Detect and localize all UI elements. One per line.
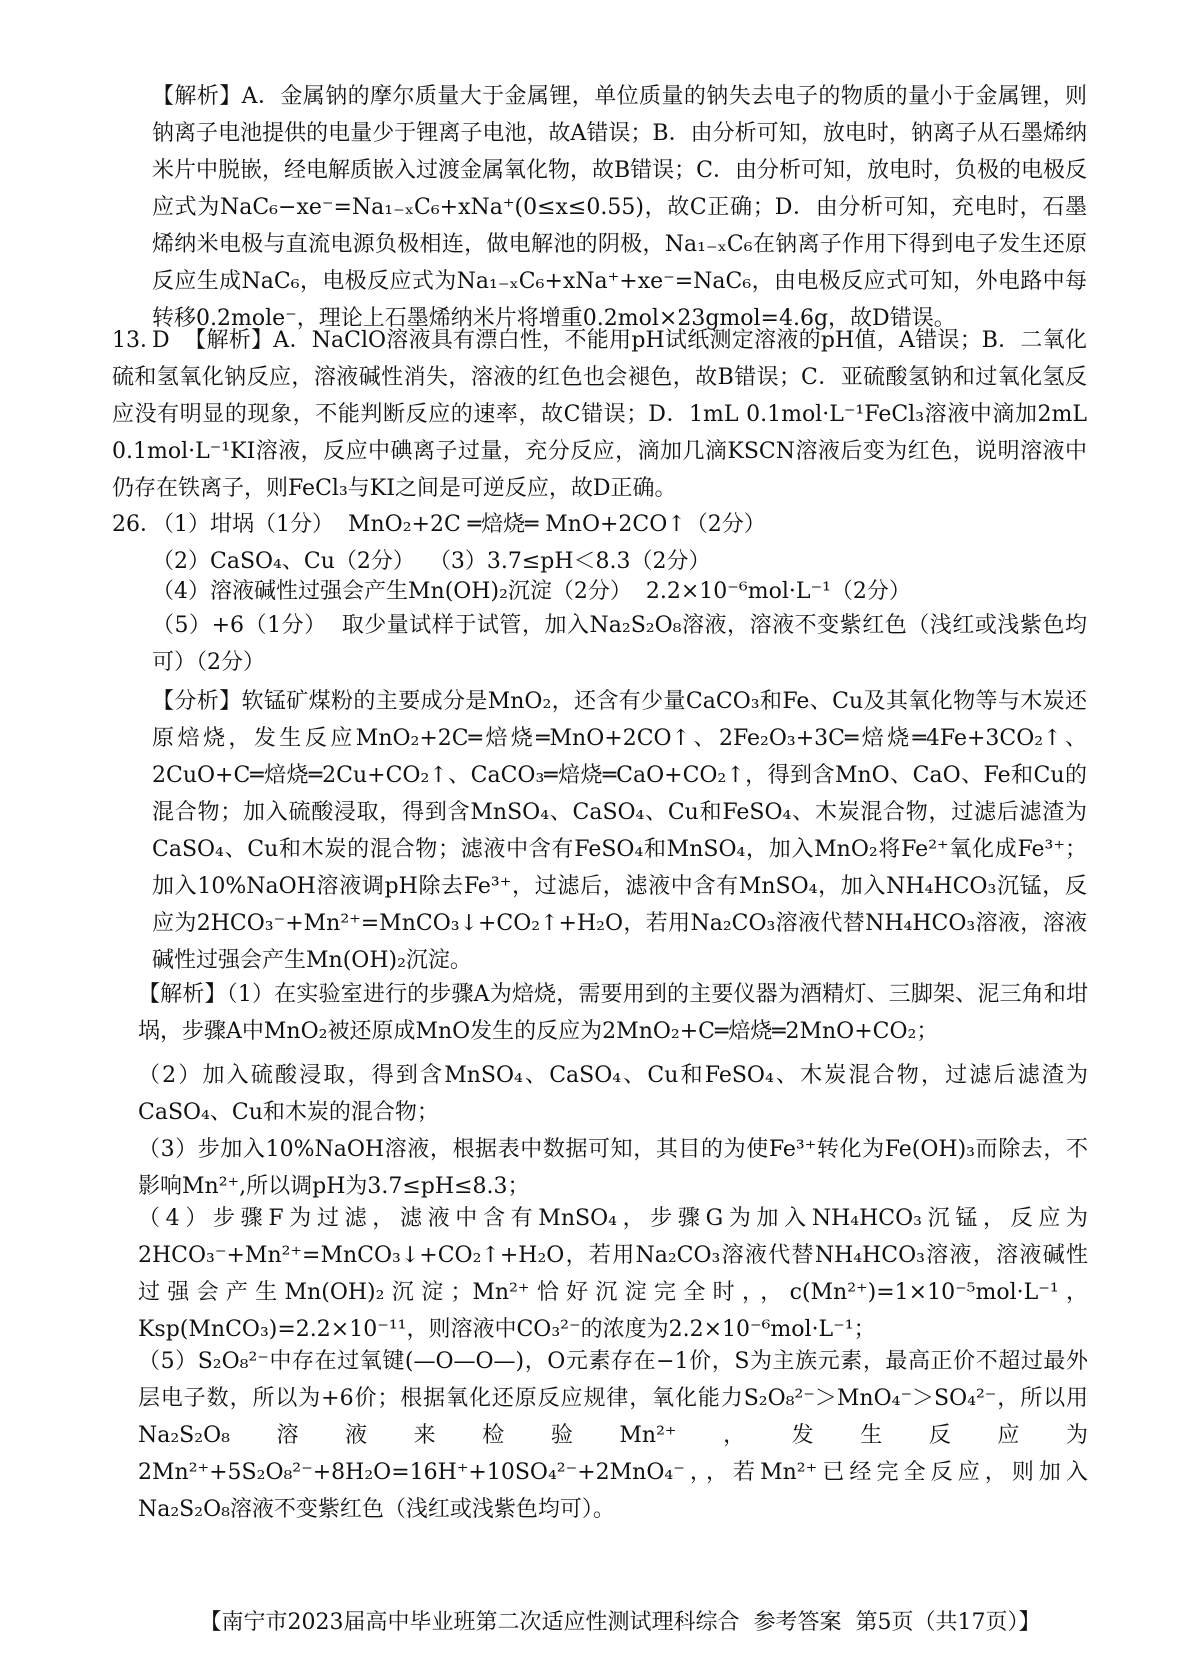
answer-12-explanation: 【解析】A．金属钠的摩尔质量大于金属锂，单位质量的钠失去电子的物质的量小于金属锂，则钠离子电池提供的电量少于锂离子电池，故A错误；B．由分析可知，放电时，钠离子从石墨烯纳米片中脱嵌，经电解质嵌入过渡金属氧化物，故B错误；C．由分析可知，放电时，负极的电极反应式为NaC₆−xe⁻=Na₁₋ₓC₆+xNa⁺(0≤x≤0.55)，故C正确；D．由分析可知，充电时，石墨烯纳米电极与直流电源负极相连，做电解池的阴极，Na₁₋ₓC₆在钠离子作用下得到电子发生还原反应生成NaC₆，电极反应式为Na₁₋ₓC₆+xNa⁺+xe⁻=NaC₆，由电极反应式可知，外电路中每转移0.2mole⁻，理论上石墨烯纳米片将增重0.2mol×23gmol=4.6g，故D错误。: [152, 84, 1088, 331]
question-number: 13．: [112, 328, 162, 353]
question-number: 26．: [112, 512, 162, 537]
answer-26-solution-2: （2）加入硫酸浸取，得到含MnSO₄、CaSO₄、Cu和FeSO₄、木炭混合物，过滤后滤渣为CaSO₄、Cu和木炭的混合物；: [138, 1063, 1088, 1125]
answer-26-part2-3: （2）CaSO₄、Cu（2分） （3）3.7≤pH＜8.3（2分）: [152, 549, 711, 574]
answer-26-solution-1: 【解析】（1）在实验室进行的步骤A为焙烧，需要用到的主要仪器为酒精灯、三脚架、泥三角和坩埚，步骤A中MnO₂被还原成MnO发生的反应为2MnO₂+C═焙烧═2MnO+CO₂；: [138, 982, 1088, 1044]
answer-26-solution-3: （3）步加入10%NaOH溶液，根据表中数据可知，其目的为使Fe³⁺转化为Fe(OH)₃而除去，不影响Mn²⁺,所以调pH为3.7≤pH≤8.3；: [138, 1137, 1088, 1199]
answer-13: [112, 322, 1094, 507]
page-footer: 【南宁市2023届高中毕业班第二次适应性测试理科综合 参考答案 第5页（共17页）】: [199, 1610, 1041, 1635]
answer-26-part4: （4）溶液碱性过强会产生Mn(OH)₂沉淀（2分） 2.2×10⁻⁶mol·L⁻¹（2分）: [152, 579, 911, 604]
answer-26-1-text: （1）坩埚（1分） MnO₂+2C ═焙烧═ MnO+2CO↑（2分）: [152, 512, 766, 537]
answer-26-solution-4: （4）步骤F为过滤，滤液中含有MnSO₄，步骤G为加入NH₄HCO₃沉锰，反应为2HCO₃⁻+Mn²⁺=MnCO₃↓+CO₂↑+H₂O，若用Na₂CO₃溶液代替NH₄HCO₃溶液，溶液碱性过强会产生Mn(OH)₂沉淀；Mn²⁺恰好沉淀完全时，，c(Mn²⁺)=1×10⁻⁵mol·L⁻¹，Ksp(MnCO₃)=2.2×10⁻¹¹，则溶液中CO₃²⁻的浓度为2.2×10⁻⁶mol·L⁻¹；: [138, 1206, 1088, 1342]
answer-26-part1: [112, 506, 1087, 543]
answer-13-text: D 【解析】A．NaClO溶液具有漂白性，不能用pH试纸测定溶液的pH值，A错误；B．二氧化硫和氢氧化钠反应，溶液碱性消失，溶液的红色也会褪色，故B错误；C．亚硫酸氢钠和过氧化氢反应没有明显的现象，不能判断反应的速率，故C错误；D．1mL 0.1mol·L⁻¹FeCl₃溶液中滴加2mL 0.1mol·L⁻¹KI溶液，反应中碘离子过量，充分反应，滴加几滴KSCN溶液后变为红色，说明溶液中仍存在铁离子，则FeCl₃与KI之间是可逆反应，故D正确。: [112, 328, 1094, 501]
answer-26-solution-5: （5）S₂O₈²⁻中存在过氧键(—O—O—)，O元素存在−1价，S为主族元素，最高正价不超过最外层电子数，所以为+6价；根据氧化还原反应规律，氧化能力S₂O₈²⁻＞MnO₄⁻＞SO₄²⁻，所以用Na₂S₂O₈溶液来检验Mn²⁺，发生反应为2Mn²⁺+5S₂O₈²⁻+8H₂O=16H⁺+10SO₄²⁻+2MnO₄⁻，，若Mn²⁺已经完全反应，则加入Na₂S₂O₈溶液不变紫红色（浅红或浅紫色均可）。: [138, 1349, 1088, 1522]
answer-26-analysis: 【分析】软锰矿煤粉的主要成分是MnO₂，还含有少量CaCO₃和Fe、Cu及其氧化物等与木炭还原焙烧，发生反应MnO₂+2C═焙烧═MnO+2CO↑、2Fe₂O₃+3C═焙烧═4Fe+3CO₂↑、2CuO+C═焙烧═2Cu+CO₂↑、CaCO₃═焙烧═CaO+CO₂↑，得到含MnO、CaO、Fe和Cu的混合物；加入硫酸浸取，得到含MnSO₄、CaSO₄、Cu和FeSO₄、木炭混合物，过滤后滤渣为CaSO₄、Cu和木炭的混合物；滤液中含有FeSO₄和MnSO₄，加入MnO₂将Fe²⁺氧化成Fe³⁺；加入10%NaOH溶液调pH除去Fe³⁺，过滤后，滤液中含有MnSO₄，加入NH₄HCO₃沉锰，反应为2HCO₃⁻+Mn²⁺=MnCO₃↓+CO₂↑+H₂O，若用Na₂CO₃溶液代替NH₄HCO₃溶液，溶液碱性过强会产生Mn(OH)₂沉淀。: [152, 689, 1087, 973]
answer-26-part5: （5）+6（1分） 取少量试样于试管，加入Na₂S₂O₈溶液，溶液不变紫红色（浅红或浅紫色均可）（2分）: [152, 613, 1087, 675]
